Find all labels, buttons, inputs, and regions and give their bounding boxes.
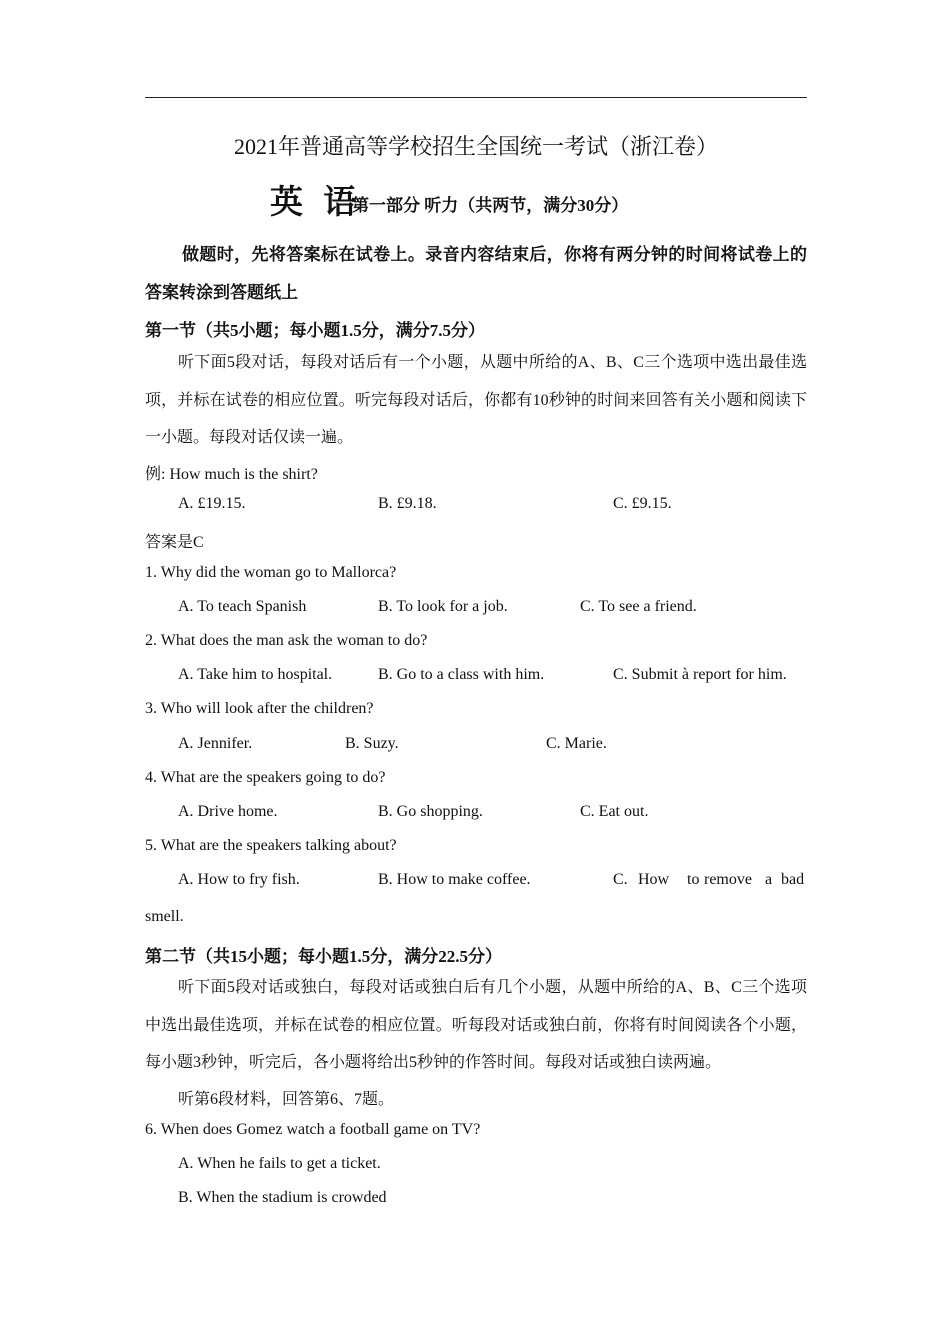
q4-option-c: C. Eat out. [580, 803, 649, 820]
instruction-text: 做题时，先将答案标在试卷上。录音内容结束后，你将有两分钟的时间将试卷上的答案转涂到答题纸上 [145, 245, 807, 302]
example-question: 例: How much is the shirt? [145, 466, 318, 483]
question-5: 5. What are the speakers talking about? [145, 837, 397, 854]
q5-option-c-word: How [638, 871, 670, 888]
example-answer: 答案是C [145, 534, 204, 551]
q4-option-a: A. Drive home. [178, 803, 278, 820]
q2-option-b: B. Go to a class with him. [378, 666, 545, 683]
q1-option-c: C. To see a friend. [580, 598, 697, 615]
q3-option-b: B. Suzy. [345, 735, 399, 752]
q6-option-b: B. When the stadium is crowded [178, 1189, 387, 1206]
section2-heading: 第二节（共15小题；每小题1.5分，满分22.5分） [145, 947, 502, 966]
q2-option-c: C. Submit à report for him. [613, 666, 787, 683]
q5-option-b: B. How to make coffee. [378, 871, 531, 888]
section2-intro: 听下面5段对话或独白，每段对话或独白后有几个小题，从题中所给的A、B、C三个选项中选出最佳选项，并标在试卷的相应位置。听每段对话或独白前，你将有时间阅读各个小题，每小题3秒钟，听完后，各小题将给出5秒钟的作答时间。每段对话或独白读两遍。 [145, 979, 807, 1071]
part-heading: 第一部分 听力（共两节，满分30分） [352, 196, 629, 215]
example-option-b: B. £9.18. [378, 495, 437, 512]
q3-option-a: A. Jennifer. [178, 735, 253, 752]
question-4: 4. What are the speakers going to do? [145, 769, 386, 786]
q6-option-a: A. When he fails to get a ticket. [178, 1155, 381, 1172]
question-3: 3. Who will look after the children? [145, 700, 374, 717]
q5-option-c-word: a [765, 871, 773, 888]
question-6: 6. When does Gomez watch a football game on TV? [145, 1121, 481, 1138]
example-option-a: A. £19.15. [178, 495, 246, 512]
q1-option-b: B. To look for a job. [378, 598, 508, 615]
q5-option-c-word: bad [781, 871, 805, 888]
section1-intro: 听下面5段对话，每段对话后有一个小题，从题中所给的A、B、C三个选项中选出最佳选项，并标在试卷的相应位置。听完每段对话后，你都有10秒钟的时间来回答有关小题和阅读下一小题。每段对话仅读一遍。 [145, 354, 807, 446]
q1-option-a: A. To teach Spanish [178, 598, 307, 615]
header-rule [145, 97, 807, 98]
q2-option-a: A. Take him to hospital. [178, 666, 333, 683]
q5-option-a: A. How to fry fish. [178, 871, 300, 888]
q3-option-c: C. Marie. [546, 735, 607, 752]
q5-option-c-label: C. [613, 871, 628, 888]
q5-option-c-word: remove [704, 871, 752, 888]
q5-option-c-word: to [687, 871, 700, 888]
question-1: 1. Why did the woman go to Mallorca? [145, 564, 397, 581]
material-note: 听第6段材料，回答第6、7题。 [178, 1091, 395, 1108]
q5-option-c-wrap: smell. [145, 908, 184, 925]
subject-title: 英 语 [270, 185, 363, 221]
section1-heading: 第一节（共5小题；每小题1.5分，满分7.5分） [145, 321, 485, 340]
exam-title: 2021年普通高等学校招生全国统一考试（浙江卷） [233, 134, 718, 159]
q4-option-b: B. Go shopping. [378, 803, 483, 820]
question-2: 2. What does the man ask the woman to do? [145, 632, 428, 649]
example-option-c: C. £9.15. [613, 495, 672, 512]
